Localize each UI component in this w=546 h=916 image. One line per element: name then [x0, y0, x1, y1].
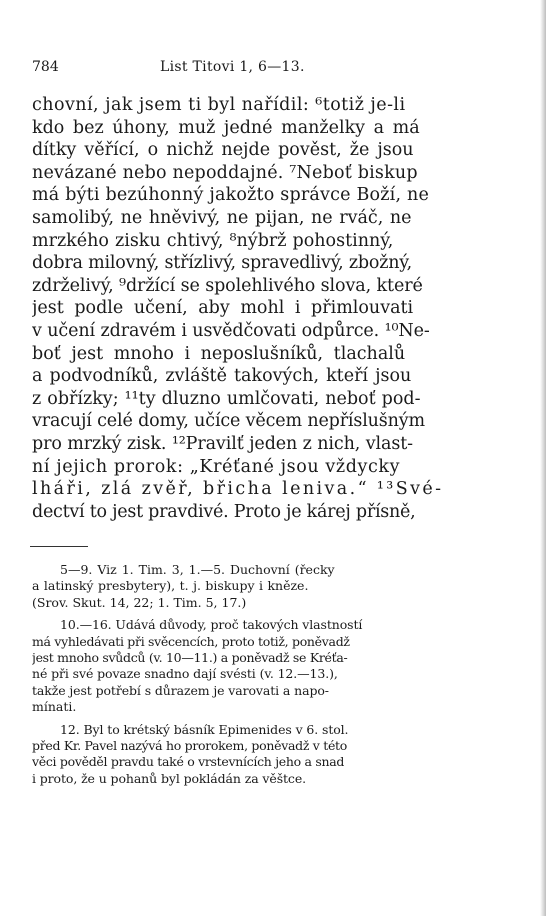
footnote-line: mínati.	[32, 699, 77, 715]
page-header	[32, 56, 492, 78]
footnote-line: 12. Byl to krétský básník Epimenides v 6. stol.	[60, 721, 349, 737]
text-line: lháři, zlá zvěř, břicha leniva.“ ¹³Své-	[32, 479, 444, 500]
page-edge-shadow	[540, 0, 546, 916]
text-line: mrzkého zisku chtivý, ⁸nýbrž pohostinný,	[32, 230, 394, 251]
text-line: dobra milovný, střízlivý, spravedlivý, zbožný,	[32, 253, 413, 274]
text-line: boť jest mnoho i neposlušníků, tlachalů	[32, 343, 406, 364]
footnote-line: (Srov. Skut. 14, 22; 1. Tim. 5, 17.)	[32, 594, 247, 610]
footnote-line: a latinský presbytery), t. j. biskupy i kněze.	[32, 578, 309, 594]
text-line: dítky věřící, o nichž nejde pověst, že jsou	[32, 140, 414, 161]
text-line: ní jejich prorok: „Kréťané jsou vždycky	[32, 456, 401, 477]
footnote-line: 5—9. Viz 1. Tim. 3, 1.—5. Duchovní (řecky	[60, 562, 335, 577]
text-line: nevázané nebo nepoddajné. ⁷Neboť biskup	[32, 162, 418, 183]
footnote-separator	[30, 546, 88, 547]
footnotes	[32, 562, 502, 793]
footnote-line: před Kr. Pavel nazývá ho prorokem, poněvadž v této	[32, 738, 347, 754]
text-line: v učení zdravém i usvědčovati odpůrce. ¹⁰Ne-	[32, 320, 430, 341]
footnote	[32, 562, 502, 611]
text-line: vracují celé domy, učíce věcem nepříslušným	[32, 411, 425, 432]
running-title: List Titovi 1, 6—13.	[160, 59, 305, 75]
text-line: samolibý, ne hněvivý, ne pijan, ne rváč, ne	[32, 207, 412, 228]
footnote-line: i proto, že u pohanů byl pokládán za věštce.	[32, 770, 307, 786]
text-line: pro mrzký zisk. ¹²Pravilť jeden z nich, vlast-	[32, 433, 413, 454]
footnote-line: má vyhledávati při svěcencích, proto totiž, poněvadž	[32, 633, 350, 649]
text-line: má býti bezúhonný jakožto správce Boží, ne	[32, 185, 430, 206]
text-line: dectví to jest pravdivé. Proto je kárej přísně,	[32, 501, 416, 522]
footnote-line: né při své povaze snadno dají svésti (v. 12.—13.),	[32, 666, 338, 682]
footnote	[32, 617, 502, 715]
page-number: 784	[32, 59, 59, 75]
footnote-line: 10.—16. Udává důvody, proč takových vlastností	[60, 617, 363, 633]
main-text	[32, 94, 502, 523]
footnote-line: takže jest potřebí s důrazem je varovati a napo-	[32, 682, 329, 698]
text-line: zdrželivý, ⁹držící se spolehlivého slova, které	[32, 275, 423, 296]
footnote-line: jest mnoho svůdců (v. 10—11.) a poněvadž se Kréťa-	[32, 650, 348, 666]
text-line: a podvodníků, zvláště takových, kteří jsou	[32, 366, 412, 387]
text-line: chovní, jak jsem ti byl nařídil: ⁶totiž je-li	[32, 95, 406, 115]
text-line: jest podle učení, aby mohl i přimlouvati	[32, 298, 414, 319]
text-line: kdo bez úhony, muž jedné manželky a má	[32, 117, 420, 138]
footnote	[32, 722, 502, 788]
text-line: z obřízky; ¹¹ty dluzno umlčovati, neboť pod-	[32, 388, 421, 409]
footnote-line: věci pověděl pravdu také o vrstevnících jeho a snad	[32, 754, 345, 770]
